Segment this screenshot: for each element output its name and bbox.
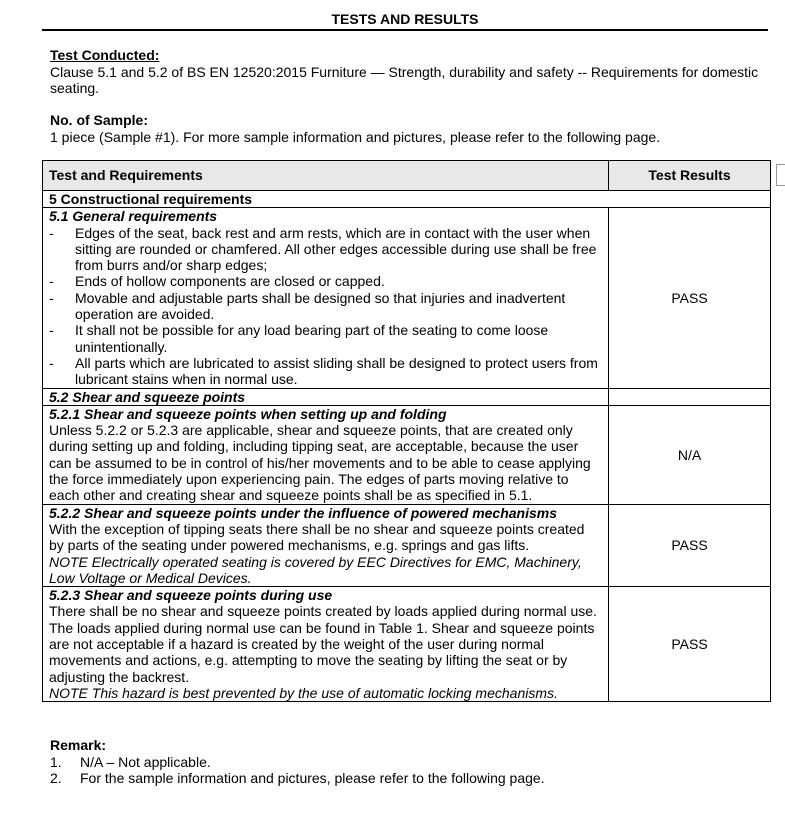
header-results: Test Results	[609, 161, 771, 191]
table-header-row	[43, 161, 771, 191]
test-conducted-label: Test Conducted:	[50, 47, 160, 63]
clause-text: Unless 5.2.2 or 5.2.3 are applicable, shear and squeeze points, that are created only during setting up and folding, including tipping seat, are acceptable, because the user can be assumed to be in control of his/her movements and to be able to cease applying the force immediately upon experiencing pain. The edges of parts moving relative to each other and creating shear and squeeze points shall be as specified in 5.1.	[49, 422, 591, 504]
result-cell: PASS	[609, 208, 771, 388]
table-row	[43, 504, 771, 586]
sample-label: No. of Sample:	[50, 112, 149, 128]
list-item: 2. For the sample information and pictures, please refer to the following page.	[50, 770, 545, 786]
empty-cell	[609, 388, 771, 405]
table-row	[43, 191, 771, 208]
remark-section	[50, 737, 770, 787]
remark-list	[50, 754, 770, 787]
result-cell: PASS	[609, 587, 771, 702]
list-item: - It shall not be possible for any load bearing part of the seating to come loose unintentionally.	[49, 322, 549, 355]
clause-text: With the exception of tipping seats there shall be no shear and squeeze points created by parts of the seating under powered mechanisms, e.g. springs and gas lifts.	[49, 520, 585, 554]
clause-note: NOTE Electrically operated seating is covered by EEC Directives for EMC, Machinery, Low Voltage or Medical Devices.	[49, 553, 582, 586]
test-conducted-section	[50, 47, 770, 97]
list-item: - Ends of hollow components are closed or capped.	[49, 273, 385, 290]
clause-heading: 5.2.3 Shear and squeeze points during use	[49, 587, 333, 604]
section-heading: 5 Constructional requirements	[43, 191, 771, 208]
clause-heading: 5.2.1 Shear and squeeze points when setting up and folding	[49, 405, 447, 422]
test-conducted-text: Clause 5.1 and 5.2 of BS EN 12520:2015 Furniture — Strength, durability and safety -- Requirements for domestic seating.	[50, 63, 759, 96]
header-requirements: Test and Requirements	[43, 161, 609, 191]
list-item: 1. N/A – Not applicable.	[50, 753, 211, 770]
table-row	[43, 405, 771, 504]
results-table	[42, 160, 771, 702]
clause-5-2-2-cell	[43, 504, 609, 586]
clause-heading: 5.2.2 Shear and squeeze points under the influence of powered mechanisms	[49, 504, 558, 521]
list-item: - Edges of the seat, back rest and arm rests, which are in contact with the user when sitting are rounded or chamfered. All other edges accessible during use shall be free from burrs and/or sharp edges;	[49, 224, 597, 274]
clause-5-2-1-cell	[43, 405, 609, 504]
side-marker	[776, 164, 785, 186]
list-item: - All parts which are lubricated to assist sliding shall be designed to protect users from lubricant stains when in normal use.	[49, 354, 598, 388]
clause-heading: 5.1 General requirements	[49, 208, 218, 225]
remark-label: Remark:	[50, 737, 107, 753]
result-cell: N/A	[609, 405, 771, 504]
result-cell: PASS	[609, 504, 771, 586]
page-title: TESTS AND RESULTS	[42, 10, 768, 31]
list-item: - Movable and adjustable parts shall be designed so that injuries and inadvertent operation are avoided.	[49, 289, 566, 323]
clause-5-1-cell	[43, 208, 609, 388]
requirement-list	[49, 225, 602, 388]
table-row	[43, 388, 771, 405]
sample-section	[50, 112, 770, 145]
clause-5-2-3-cell	[43, 587, 609, 702]
sample-text: 1 piece (Sample #1). For more sample information and pictures, please refer to the following page.	[50, 128, 661, 145]
table-row	[43, 208, 771, 388]
clause-note: NOTE This hazard is best prevented by the use of automatic locking mechanisms.	[49, 684, 558, 701]
clause-heading: 5.2 Shear and squeeze points	[43, 388, 609, 405]
table-row	[43, 587, 771, 702]
clause-text: There shall be no shear and squeeze points created by loads applied during normal use. The loads applied during normal use can be found in Table 1. Shear and squeeze points are not acceptable if a hazard is created by the weight of the user during normal movements and actions, e.g. attempting to move the seating by lifting the seat or by adjusting the backrest.	[49, 603, 597, 685]
